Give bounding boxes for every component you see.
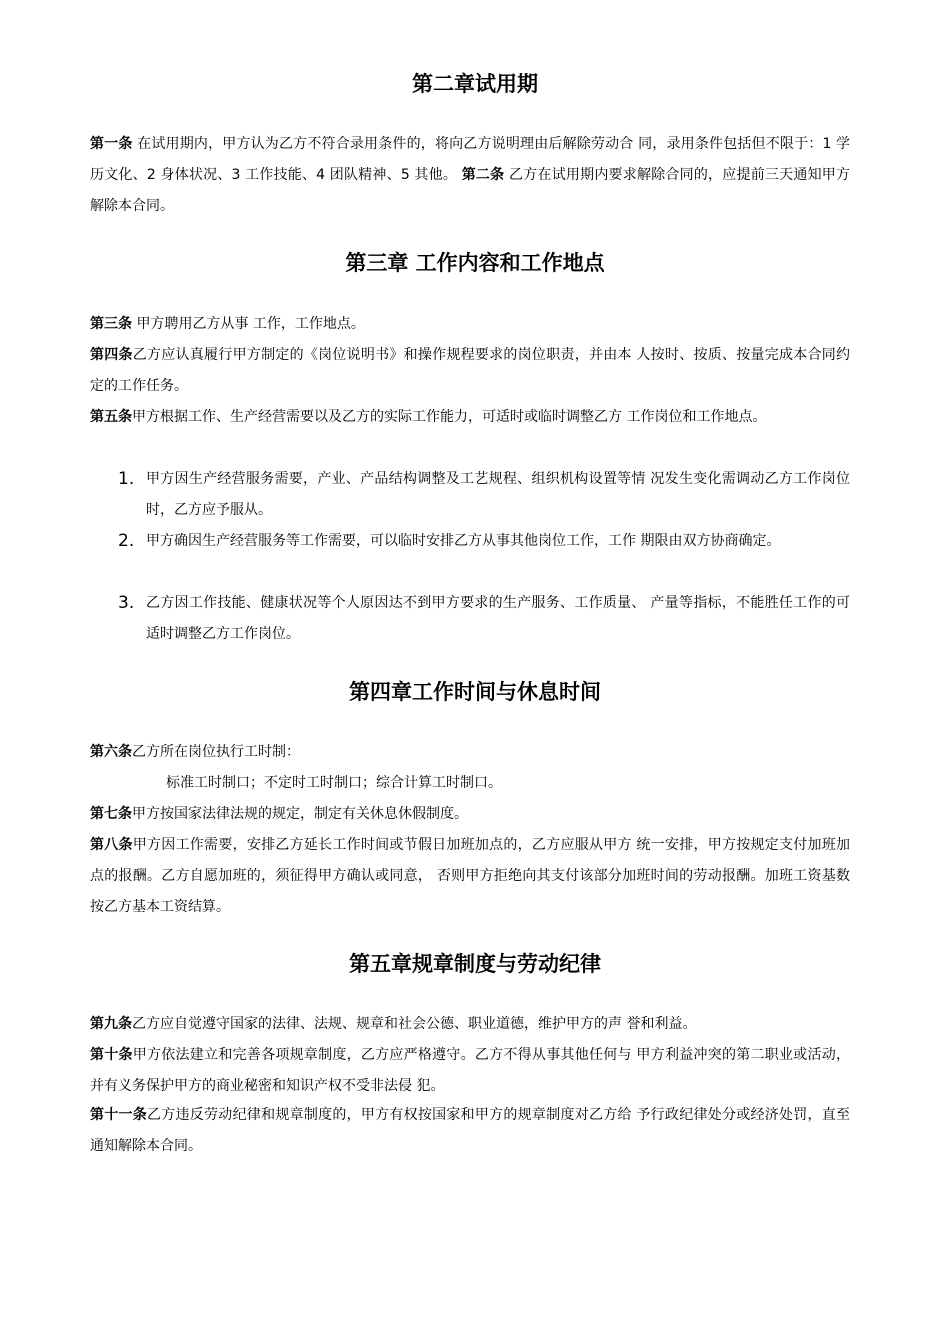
list-item-text: 甲方因生产经营服务需要，产业、产品结构调整及工艺规程、组织机构设置等情 况发生变化需调动乙方工作岗位时，乙方应予服从。 — [146, 471, 850, 518]
list-item — [118, 464, 850, 526]
article-6-label: 第六条 — [90, 744, 132, 760]
article-5 — [90, 402, 850, 433]
article-3-label: 第三条 — [90, 316, 132, 332]
list-item — [118, 588, 850, 650]
article-7-text: 甲方按国家法律法规的规定，制定有关休息休假制度。 — [132, 806, 468, 822]
article-2-label: 第二条 — [461, 167, 505, 183]
article-10-label: 第十条 — [90, 1047, 133, 1063]
list-item-number: 1. — [118, 469, 135, 489]
chapter-5-title: 第五章规章制度与劳动纪律 — [349, 952, 601, 976]
article-6-text: 乙方所在岗位执行工时制： — [132, 744, 300, 760]
article-8-label: 第八条 — [90, 837, 133, 853]
article-4 — [90, 340, 850, 402]
article-9 — [90, 1009, 850, 1040]
article-7-label: 第七条 — [90, 806, 132, 822]
chapter-4-title: 第四章工作时间与休息时间 — [349, 680, 601, 704]
work-hour-options: 标准工时制口；不定时工时制口；综合计算工时制口。 — [166, 775, 502, 791]
article-8 — [90, 830, 850, 923]
article-1-text: 在试用期内，甲方认为乙方不符合录用条件的，将向乙方说明理由后解除劳动合 同，录用条件包括但不限于：1 学历文化、2 身体状况、3 工作技能、4 团队精神、5 其他。 — [90, 136, 850, 183]
chapter-3-title: 第三章 工作内容和工作地点 — [345, 251, 605, 275]
article-9-text: 乙方应自觉遵守国家的法律、法规、规章和社会公德、职业道德，维护甲方的声 誉和利益。 — [132, 1016, 697, 1032]
article-11-label: 第十一条 — [90, 1107, 148, 1123]
article-6 — [90, 737, 850, 768]
article-1-label: 第一条 — [90, 136, 133, 152]
article-4-label: 第四条 — [90, 347, 133, 363]
list-item-text: 乙方因工作技能、健康状况等个人原因达不到甲方要求的生产服务、工作质量、 产量等指标，不能胜任工作的可适时调整乙方工作岗位。 — [146, 595, 850, 642]
article-1-2 — [90, 129, 850, 222]
article-11 — [90, 1100, 850, 1162]
article-4-text: 乙方应认真履行甲方制定的《岗位说明书》和操作规程要求的岗位职责，并由本 人按时、按质、按量完成本合同约定的工作任务。 — [90, 347, 851, 394]
article-2-text: 乙方在试用期内要求解除合同的，应提前三天通知甲方解除本合同。 — [90, 167, 851, 214]
list-item-number: 2. — [118, 531, 135, 551]
article-10 — [90, 1040, 850, 1102]
article-11-text: 乙方违反劳动纪律和规章制度的，甲方有权按国家和甲方的规章制度对乙方给 予行政纪律处分或经济处罚，直至通知解除本合同。 — [90, 1107, 851, 1154]
article-8-text: 甲方因工作需要，安排乙方延长工作时间或节假日加班加点的，乙方应服从甲方 统一安排，甲方按规定支付加班加点的报酬。乙方自愿加班的，须征得甲方确认或同意， 否则甲方拒绝向其支付该部分加班时间的劳动报酬。加班工资基数按乙方基本工资结算。 — [90, 837, 851, 915]
list-item-text: 甲方确因生产经营服务等工作需要，可以临时安排乙方从事其他岗位工作，工作 期限由双方协商确定。 — [146, 533, 781, 549]
list-item — [118, 526, 850, 557]
list-item-number: 3. — [118, 593, 135, 613]
article-10-text: 甲方依法建立和完善各项规章制度，乙方应严格遵守。乙方不得从事其他任何与 甲方利益冲突的第二职业或活动，并有义务保护甲方的商业秘密和知识产权不受非法侵 犯。 — [90, 1047, 851, 1094]
article-9-label: 第九条 — [90, 1016, 132, 1032]
article-7 — [90, 799, 850, 830]
article-3 — [90, 309, 850, 340]
article-5-text: 甲方根据工作、生产经营需要以及乙方的实际工作能力，可适时或临时调整乙方 工作岗位和工作地点。 — [132, 409, 767, 425]
article-5-label: 第五条 — [90, 409, 132, 425]
chapter-2-title: 第二章试用期 — [412, 72, 538, 96]
article-3-text: 甲方聘用乙方从事 工作，工作地点。 — [132, 316, 365, 332]
